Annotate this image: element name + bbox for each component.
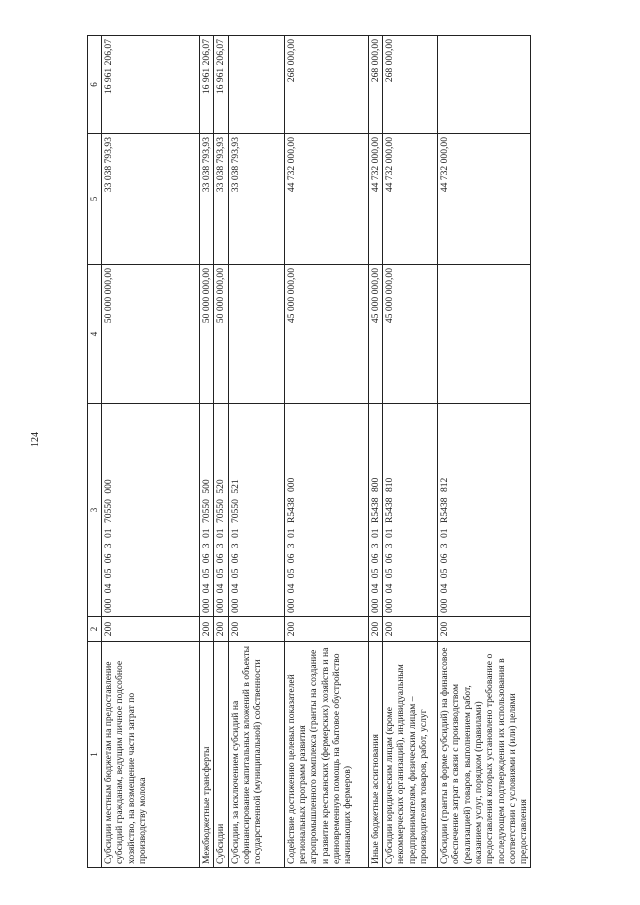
- table-row: [102, 36, 200, 868]
- page-number: 124: [30, 432, 41, 447]
- row-group: 200: [368, 617, 382, 642]
- row-code: 000 04 05 06 3 01 70550 000: [102, 404, 200, 617]
- row-col6: 268 000,00: [368, 36, 382, 134]
- row-col6: 268 000,00: [284, 36, 368, 134]
- header-row: [88, 36, 102, 868]
- row-code: 000 04 05 06 3 01 R5438 812: [437, 404, 531, 617]
- row-col5: 33 038 793,93: [228, 134, 284, 265]
- column-header: 2: [88, 617, 102, 642]
- row-col5: 33 038 793,93: [102, 134, 200, 265]
- row-group: 200: [228, 617, 284, 642]
- table-row: [214, 36, 228, 868]
- rotated-table-container: [87, 36, 530, 868]
- row-code: 000 04 05 06 3 01 R5438 810: [382, 404, 437, 617]
- row-col5: 33 038 793,93: [200, 134, 214, 265]
- row-name: Межбюджетные трансферты: [200, 642, 214, 868]
- budget-table: [87, 35, 531, 868]
- row-col4: [437, 265, 531, 404]
- row-name: Субсидии юридическим лицам (кроме некоммерческих организаций), индивидуальным предпринимателям, физическим лицам – производителям товаров, работ, услуг: [382, 642, 437, 868]
- row-col4: 45 000 000,00: [368, 265, 382, 404]
- row-col4: [228, 265, 284, 404]
- row-col5: 44 732 000,00: [437, 134, 531, 265]
- column-header: 6: [88, 36, 102, 134]
- column-header: 5: [88, 134, 102, 265]
- row-name: Иные бюджетные ассигнования: [368, 642, 382, 868]
- row-col5: 44 732 000,00: [382, 134, 437, 265]
- row-col6: [228, 36, 284, 134]
- table-row: [368, 36, 382, 868]
- table-row: [200, 36, 214, 868]
- row-group: 200: [437, 617, 531, 642]
- row-code: 000 04 05 06 3 01 70550 520: [214, 404, 228, 617]
- table-row: [228, 36, 284, 868]
- row-col5: 44 732 000,00: [368, 134, 382, 265]
- row-code: 000 04 05 06 3 01 70550 500: [200, 404, 214, 617]
- column-header: 4: [88, 265, 102, 404]
- row-col6: 16 961 206,07: [214, 36, 228, 134]
- row-col4: 45 000 000,00: [284, 265, 368, 404]
- row-group: 200: [214, 617, 228, 642]
- row-group: 200: [102, 617, 200, 642]
- table-row: [437, 36, 531, 868]
- row-name: Субсидии: [214, 642, 228, 868]
- row-col4: 50 000 000,00: [200, 265, 214, 404]
- row-col4: 45 000 000,00: [382, 265, 437, 404]
- row-name: Субсидии (гранты в форме субсидий) на финансовое обеспечение затрат в связи с производством (реализацией) товаров, выполнением работ, оказанием услуг, порядком (правилами) предоставления которых установлено требование о последующем подтверждении их использования в соответствии с условиями и (или) целями предоставления: [437, 642, 531, 868]
- row-name: Субсидии местным бюджетам на предоставление субсидий гражданам, ведущим личное подсобное хозяйство, на возмещение части затрат по производству молока: [102, 642, 200, 868]
- table-row: [284, 36, 368, 868]
- row-col6: [437, 36, 531, 134]
- row-group: 200: [382, 617, 437, 642]
- row-name: Содействие достижению целевых показателей региональных программ развития агропромышленного комплекса (гранты на создание и развитие крестьянских (фермерских) хозяйств и на единовременную помощь на бытовое обустройство начинающих фермеров): [284, 642, 368, 868]
- row-group: 200: [284, 617, 368, 642]
- table-row: [382, 36, 437, 868]
- row-col5: 33 038 793,93: [214, 134, 228, 265]
- column-header: 3: [88, 404, 102, 617]
- row-name: Субсидии, за исключением субсидий на софинансирование капитальных вложений в объекты государственной (муниципальной) собственности: [228, 642, 284, 868]
- row-code: 000 04 05 06 3 01 70550 521: [228, 404, 284, 617]
- column-header: 1: [88, 642, 102, 868]
- row-col6: 268 000,00: [382, 36, 437, 134]
- row-group: 200: [200, 617, 214, 642]
- row-col6: 16 961 206,07: [102, 36, 200, 134]
- row-col4: 50 000 000,00: [102, 265, 200, 404]
- row-col4: 50 000 000,00: [214, 265, 228, 404]
- row-code: 000 04 05 06 3 01 R5438 800: [368, 404, 382, 617]
- row-col6: 16 961 206,07: [200, 36, 214, 134]
- row-col5: 44 732 000,00: [284, 134, 368, 265]
- row-code: 000 04 05 06 3 01 R5438 000: [284, 404, 368, 617]
